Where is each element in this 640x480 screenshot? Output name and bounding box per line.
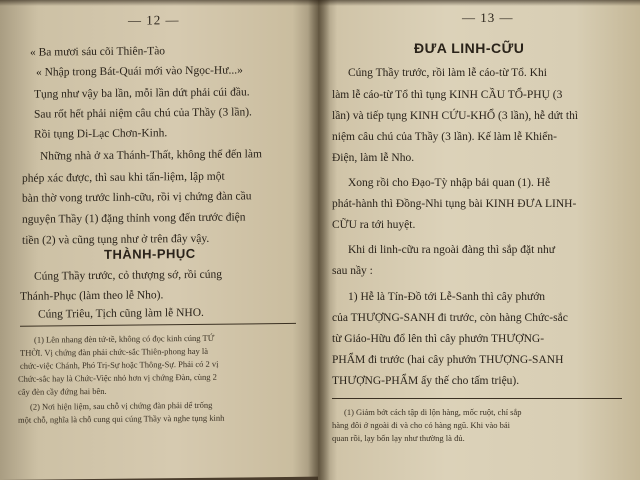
left-page xyxy=(0,0,318,480)
footnote-line: hàng đôi ở ngoài đi và cho có hàng ngũ. Khi vào bải xyxy=(332,420,510,430)
paragraph-line: nguyện Thầy (1) đặng thỉnh vong đến trước điện xyxy=(22,211,246,226)
paragraph-line: CỮU ra tới huyệt. xyxy=(332,219,416,231)
right-page-number: — 13 — xyxy=(462,10,514,25)
section-line: Thánh-Phục (làm theo lễ Nho). xyxy=(20,289,164,303)
footnote-line: cây đèn cầy đứng hai bên. xyxy=(18,385,107,397)
footnote-line: (2) Nơi hiện liệm, sau chỗ vị chứng đàn phải dể trống xyxy=(30,399,213,412)
footnote-line: một chỗ, nghĩa là chỗ cung qui cúng Thầy và nghe tụng kinh xyxy=(18,412,225,425)
paragraph-line: bàn thờ vong trước linh-cữu, rồi vị chứng đàn cầu xyxy=(22,190,252,205)
paragraph-line: Những nhà ở xa Thánh-Thất, không thể đến làm xyxy=(40,148,262,163)
paragraph-line: làm lễ cáo-từ Tổ thì tụng KINH CẦU TỔ-PHỤ (3 xyxy=(332,89,563,101)
paragraph-line: Điện, làm lễ Nho. xyxy=(332,152,415,164)
paragraph-line: phép xác được, thì sau khi tẩn-liệm, lập một xyxy=(22,170,225,185)
paragraph-line: 1) Hễ là Tín-Đồ tới Lễ-Sanh thì cây phướn xyxy=(348,291,546,303)
footnote-line: THỜI. Vị chứng đàn phải chức-sắc Thiên-phong hay là xyxy=(20,345,209,358)
verse-line: « Ba mươi sáu cõi Thiên-Tào xyxy=(30,45,166,59)
paragraph-line: tiền (2) và cũng tụng như ở trên đây vậy. xyxy=(22,232,210,247)
paragraph-line: sau nầy : xyxy=(332,265,373,277)
footnote-divider xyxy=(332,398,622,399)
verse-line: Rồi tụng Di-Lạc Chơn-Kinh. xyxy=(34,127,168,141)
paragraph-line: phát-hành thì Đồng-Nhi tụng bài KINH ĐƯA LINH- xyxy=(332,198,577,210)
paragraph-line: Khi di linh-cữu ra ngoài đàng thì sắp đặt như xyxy=(348,244,555,256)
footnote-line: (1) Lên nhang đèn tứ-tề, không có đọc kinh cúng TỨ xyxy=(34,332,215,345)
section-heading: THÀNH-PHỤC xyxy=(104,245,196,262)
footnote-line: chức-việc Chánh, Phó Trị-Sự hoặc Thông-Sự. Phải có 2 vị xyxy=(20,358,219,371)
paragraph-line: của THƯỢNG-SANH đi trước, còn hàng Chức-sắc xyxy=(332,312,568,324)
paragraph-line: từ Giáo-Hữu đổ lên thì cây phướn THƯỢNG- xyxy=(332,333,545,345)
section-heading: ĐƯA LINH-CỮU xyxy=(414,40,525,56)
section-line: Cúng Thầy trước, cỏ thượng sớ, rồi cúng xyxy=(34,268,222,283)
paragraph-line: Cúng Thầy trước, rồi làm lễ cáo-từ Tổ. Khi xyxy=(348,67,547,79)
paragraph-line: lần) và tiếp tụng KINH CỨU-KHỔ (3 lần), hễ dứt thì xyxy=(332,110,579,122)
verse-line: Sau rốt hết phải niệm câu chú của Thầy (3 lần). xyxy=(34,106,252,121)
book-gutter xyxy=(308,0,330,480)
footnote-divider xyxy=(20,323,296,327)
verse-line: Tụng như vậy ba lần, mỗi lần dứt phải cúi đầu. xyxy=(34,86,250,101)
page-edge-shadow xyxy=(0,0,640,6)
paragraph-line: PHẨM đi trước (hai cây phướn THƯỢNG-SANH xyxy=(332,354,564,366)
right-page xyxy=(318,0,640,480)
paragraph-line: Xong rồi cho Đạo-Tỳ nhập bải quan (1). Hễ xyxy=(348,177,551,189)
left-page-number: — 12 — xyxy=(128,12,180,28)
paragraph-line: THƯỢNG-PHẨM ấy thế cho tấm triệu). xyxy=(332,375,520,387)
footnote-line: quan rồi, lạy bốn lạy như thường là đủ. xyxy=(332,433,465,443)
verse-line: « Nhập trong Bát-Quái mới vào Ngọc-Hư...» xyxy=(36,64,243,79)
section-line: Cúng Triêu, Tịch cũng làm lễ NHO. xyxy=(38,306,204,321)
footnote-line: Chức-sắc hay là Chức-Việc nhỏ hơn vị chứng Đàn, cùng 2 xyxy=(18,371,217,384)
paragraph-line: niệm câu chú của Thầy (3 lần). Kế làm lễ Khiển- xyxy=(332,131,557,143)
footnote-line: (1) Giảm bớt cách tập di lộn hàng, mốc ruột, chỉ sắp xyxy=(344,407,522,417)
